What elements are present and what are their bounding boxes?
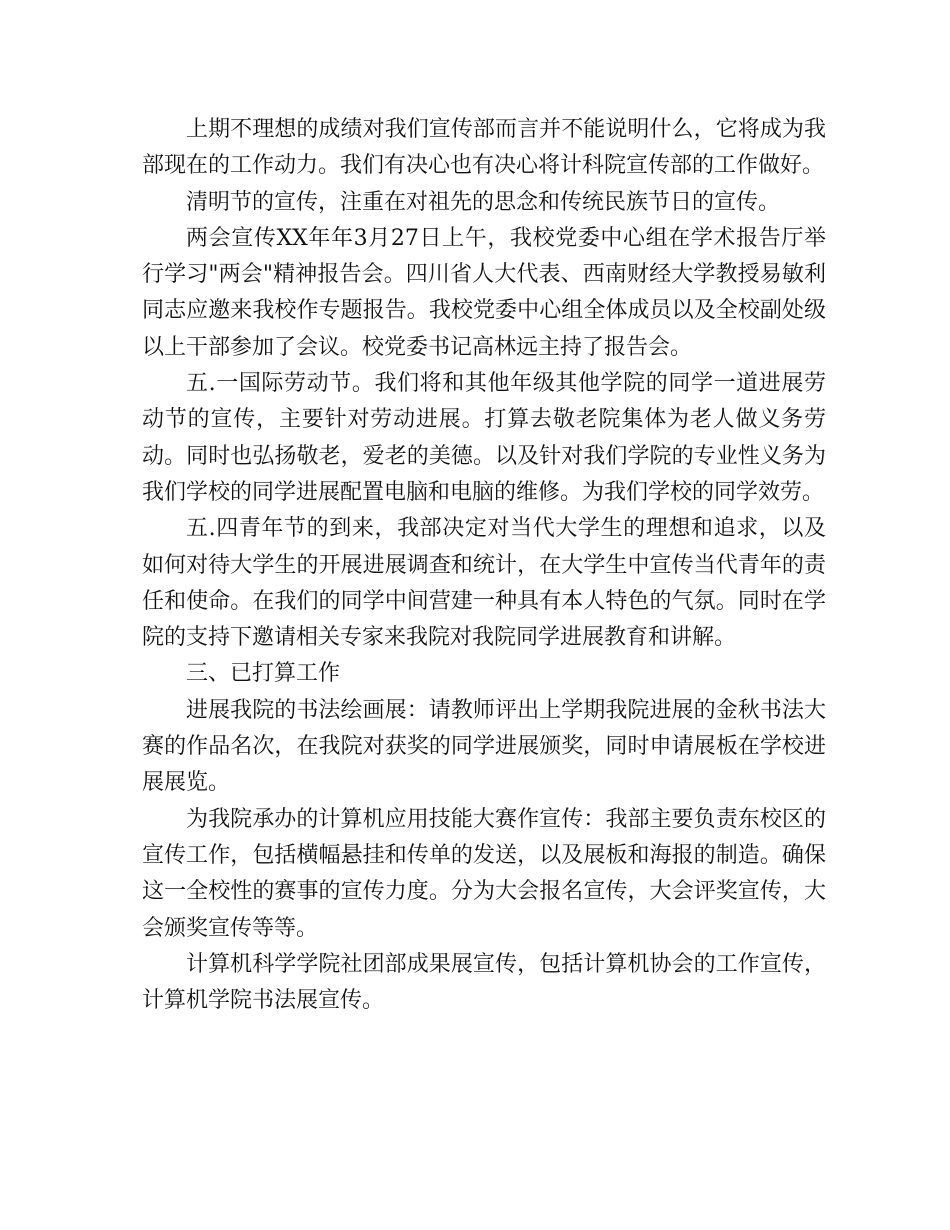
section-heading-planned-work: 三、已打算工作 xyxy=(186,661,341,687)
paragraph-qingming: 清明节的宣传，注重在对祖先的思念和传统民族节日的宣传。 xyxy=(186,189,781,215)
paragraph-computer-contest: 为我院承办的计算机应用技能大赛作宣传：我部主要负责东校区的宣传工作，包括横幅悬挂和传单的发送，以及展板和海报的制造。确保这一全校性的赛事的宣传力度。分为大会报名宣传，大会评奖宣传，大会颁奖宣传等等。 xyxy=(142,806,826,941)
paragraph-two-sessions: 两会宣传XX年年3月27日上午，我校党委中心组在学术报告厅举行学习"两会"精神报告会。四川省人大代表、西南财经大学教授易敏利同志应邀来我校作专题报告。我校党委中心组全体成员以及全校副处级以上干部参加了会议。校党委书记高林远主持了报告会。 xyxy=(142,225,826,360)
paragraph-calligraphy-exhibition: 进展我院的书法绘画展：请教师评出上学期我院进展的金秋书法大赛的作品名次，在我院对获奖的同学进展颁奖，同时申请展板在学校进展展览。 xyxy=(142,697,826,796)
document-body xyxy=(142,112,826,1019)
paragraph-youth-day: 五.四青年节的到来，我部决定对当代大学生的理想和追求，以及如何对待大学生的开展进展调查和统计，在大学生中宣传当代青年的责任和使命。在我们的同学中间营建一种具有本人特色的气氛。同时在学院的支持下邀请相关专家来我院对我院同学进展教育和讲解。 xyxy=(142,516,826,651)
paragraph-labor-day: 五.一国际劳动节。我们将和其他年级其他学院的同学一道进展劳动节的宣传，主要针对劳动进展。打算去敬老院集体为老人做义务劳动。同时也弘扬敬老，爱老的美德。以及针对我们学院的专业性义务为我们学校的同学进展配置电脑和电脑的维修。为我们学校的同学效劳。 xyxy=(142,371,826,505)
paragraph-poor-results: 上期不理想的成绩对我们宣传部而言并不能说明什么，它将成为我部现在的工作动力。我们有决心也有决心将计科院宣传部的工作做好。 xyxy=(142,117,826,179)
paragraph-club-showcase: 计算机科学学院社团部成果展宣传，包括计算机协会的工作宣传，计算机学院书法展宣传。 xyxy=(142,951,826,1014)
